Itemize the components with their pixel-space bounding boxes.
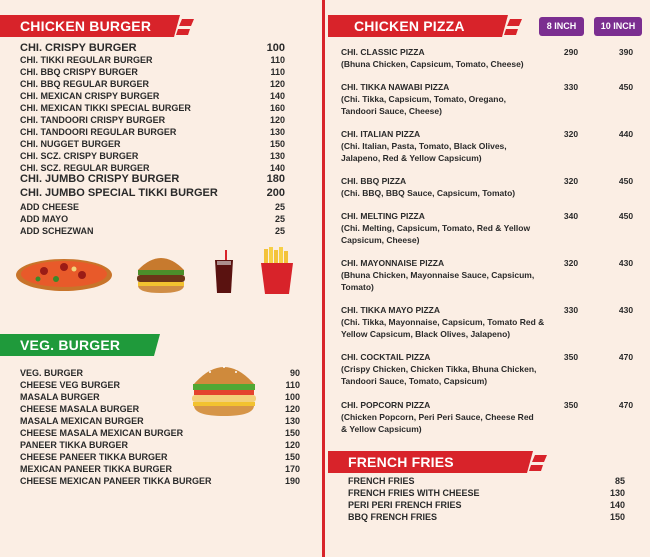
pizza-name: CHI. TIKKA MAYO PIZZA bbox=[341, 305, 441, 315]
item-price: 140 bbox=[269, 91, 285, 101]
pizza-item bbox=[341, 257, 641, 293]
item-name: ADD CHEESE bbox=[20, 202, 80, 212]
item-price: 150 bbox=[609, 512, 625, 522]
fries-image bbox=[258, 247, 296, 295]
item-name: CHI. TANDOORI REGULAR BURGER bbox=[20, 127, 177, 137]
price-8-inch: 320 bbox=[563, 129, 579, 139]
item-name: CHI. JUMBO CRISPY BURGER bbox=[20, 173, 180, 185]
price-8-inch: 320 bbox=[563, 258, 579, 268]
item-price: 110 bbox=[285, 380, 300, 390]
item-price: 120 bbox=[284, 404, 300, 414]
price-10-inch: 470 bbox=[618, 400, 634, 410]
price-8-inch: 350 bbox=[563, 352, 579, 362]
pizza-description: (Chi. Italian, Pasta, Tomato, Black Olives, Jalapeno, Red & Yellow Capsicum) bbox=[341, 141, 507, 163]
item-name: MEXICAN PANEER TIKKA BURGER bbox=[20, 464, 173, 474]
french-fries-header bbox=[328, 451, 513, 473]
menu-row bbox=[348, 500, 625, 512]
item-name: VEG. BURGER bbox=[20, 368, 84, 378]
pizza-name: CHI. ITALIAN PIZZA bbox=[341, 129, 421, 139]
pizza-item bbox=[341, 128, 641, 164]
item-name: CHI. BBQ CRISPY BURGER bbox=[20, 67, 138, 77]
pizza-description: (Chi. BBQ, BBQ Sauce, Capsicum, Tomato) bbox=[341, 188, 516, 198]
item-price: 25 bbox=[274, 226, 285, 236]
pizza-name: CHI. CLASSIC PIZZA bbox=[341, 47, 425, 57]
item-price: 170 bbox=[284, 464, 300, 474]
item-price: 100 bbox=[266, 42, 285, 54]
veg-burger-header bbox=[0, 334, 140, 356]
pizza-item bbox=[341, 81, 641, 117]
item-name: CHI. TIKKI REGULAR BURGER bbox=[20, 55, 153, 65]
item-name: PANEER TIKKA BURGER bbox=[20, 440, 129, 450]
price-8-inch: 320 bbox=[563, 176, 579, 186]
item-price: 120 bbox=[284, 440, 300, 450]
item-price: 180 bbox=[266, 173, 285, 185]
item-price: 25 bbox=[274, 214, 285, 224]
header-stripes bbox=[140, 334, 174, 356]
item-price: 110 bbox=[270, 55, 285, 65]
item-name: CHI. MEXICAN TIKKI SPECIAL BURGER bbox=[20, 103, 191, 113]
pizza-name: CHI. BBQ PIZZA bbox=[341, 176, 407, 186]
price-10-inch: 440 bbox=[618, 129, 634, 139]
price-10-inch: 470 bbox=[618, 352, 634, 362]
pizza-description: (Chi. Tikka, Capsicum, Tomato, Oregano, Tandoori Sauce, Cheese) bbox=[341, 94, 506, 116]
item-name: BBQ FRENCH FRIES bbox=[348, 512, 438, 522]
item-name: CHI. CRISPY BURGER bbox=[20, 42, 137, 54]
item-name: MASALA MEXICAN BURGER bbox=[20, 416, 144, 426]
burger-image bbox=[135, 252, 187, 294]
price-8-inch: 350 bbox=[563, 400, 579, 410]
item-price: 25 bbox=[274, 202, 285, 212]
column-divider bbox=[322, 0, 325, 557]
chicken-pizza-title: CHICKEN PIZZA bbox=[354, 18, 465, 34]
pizza-item bbox=[341, 46, 641, 70]
item-price: 110 bbox=[270, 67, 285, 77]
price-8-inch: 330 bbox=[563, 305, 579, 315]
item-price: 160 bbox=[269, 103, 285, 113]
item-price: 140 bbox=[269, 163, 285, 173]
price-10-inch: 430 bbox=[618, 258, 634, 268]
price-8-inch: 330 bbox=[563, 82, 579, 92]
price-10-inch: 390 bbox=[618, 47, 634, 57]
pizza-item bbox=[341, 304, 641, 340]
size-10-inch-badge: 10 INCH bbox=[594, 17, 642, 36]
pizza-item bbox=[341, 175, 641, 199]
menu-row bbox=[348, 512, 625, 524]
left-column bbox=[0, 0, 320, 557]
price-10-inch: 430 bbox=[618, 305, 634, 315]
pizza-item bbox=[341, 210, 641, 246]
item-name: PERI PERI FRENCH FRIES bbox=[348, 500, 462, 510]
veg-burger-image bbox=[190, 358, 258, 418]
pizza-item bbox=[341, 351, 641, 387]
header-stripes bbox=[160, 15, 194, 37]
menu-row bbox=[348, 476, 625, 488]
price-8-inch: 340 bbox=[563, 211, 579, 221]
item-name: CHI. NUGGET BURGER bbox=[20, 139, 121, 149]
item-name: CHI. SCZ. CRISPY BURGER bbox=[20, 151, 139, 161]
pizza-item bbox=[341, 399, 641, 435]
header-stripes bbox=[513, 451, 547, 473]
item-name: ADD SCHEZWAN bbox=[20, 226, 94, 236]
item-price: 190 bbox=[284, 476, 300, 486]
pizza-description: (Crispy Chicken, Chicken Tikka, Bhuna Chicken, Tandoori Sauce, Tomato, Capsicum) bbox=[341, 364, 537, 386]
pizza-description: (Bhuna Chicken, Mayonnaise Sauce, Capsicum, Tomato) bbox=[341, 270, 535, 292]
cola-glass-image bbox=[213, 250, 235, 294]
item-price: 130 bbox=[269, 127, 285, 137]
item-price: 150 bbox=[284, 452, 300, 462]
pizza-description: (Chicken Popcorn, Peri Peri Sauce, Cheese Red & Yellow Capsicum) bbox=[341, 412, 534, 434]
french-fries-title: FRENCH FRIES bbox=[348, 454, 454, 470]
item-name: FRENCH FRIES WITH CHEESE bbox=[348, 488, 480, 498]
item-name: FRENCH FRIES bbox=[348, 476, 415, 486]
chicken-burger-header bbox=[0, 15, 160, 37]
pizza-name: CHI. TIKKA NAWABI PIZZA bbox=[341, 82, 450, 92]
pizza-name: CHI. MELTING PIZZA bbox=[341, 211, 425, 221]
item-price: 120 bbox=[269, 115, 285, 125]
item-name: CHI. SCZ. REGULAR BURGER bbox=[20, 163, 150, 173]
item-price: 120 bbox=[269, 79, 285, 89]
item-name: MASALA BURGER bbox=[20, 392, 100, 402]
pizza-name: CHI. MAYONNAISE PIZZA bbox=[341, 258, 445, 268]
veg-burger-title: VEG. BURGER bbox=[20, 337, 121, 353]
size-8-inch-badge: 8 INCH bbox=[539, 17, 584, 36]
item-name: CHI. JUMBO SPECIAL TIKKI BURGER bbox=[20, 187, 218, 199]
item-name: CHI. MEXICAN CRISPY BURGER bbox=[20, 91, 160, 101]
price-8-inch: 290 bbox=[563, 47, 579, 57]
item-price: 130 bbox=[284, 416, 300, 426]
pizza-image bbox=[14, 253, 114, 293]
chicken-pizza-header bbox=[328, 15, 488, 37]
item-name: CHEESE PANEER TIKKA BURGER bbox=[20, 452, 168, 462]
item-name: CHI. TANDOORI CRISPY BURGER bbox=[20, 115, 166, 125]
item-price: 150 bbox=[284, 428, 300, 438]
item-price: 200 bbox=[266, 187, 285, 199]
item-name: ADD MAYO bbox=[20, 214, 69, 224]
item-price: 130 bbox=[269, 151, 285, 161]
pizza-name: CHI. POPCORN PIZZA bbox=[341, 400, 431, 410]
header-stripes bbox=[488, 15, 522, 37]
item-name: CHI. BBQ REGULAR BURGER bbox=[20, 79, 150, 89]
item-price: 140 bbox=[609, 500, 625, 510]
price-10-inch: 450 bbox=[618, 82, 634, 92]
item-name: CHEESE MEXICAN PANEER TIKKA BURGER bbox=[20, 476, 212, 486]
menu-row bbox=[348, 488, 625, 500]
item-price: 90 bbox=[289, 368, 300, 378]
item-price: 150 bbox=[269, 139, 285, 149]
chicken-burger-title: CHICKEN BURGER bbox=[20, 18, 152, 34]
item-price: 85 bbox=[614, 476, 625, 486]
item-price: 130 bbox=[609, 488, 625, 498]
right-column bbox=[328, 0, 650, 557]
price-10-inch: 450 bbox=[618, 211, 634, 221]
item-price: 100 bbox=[284, 392, 300, 402]
pizza-description: (Chi. Melting, Capsicum, Tomato, Red & Yellow Capsicum, Cheese) bbox=[341, 223, 531, 245]
item-name: CHEESE VEG BURGER bbox=[20, 380, 121, 390]
item-name: CHEESE MASALA BURGER bbox=[20, 404, 140, 414]
pizza-name: CHI. COCKTAIL PIZZA bbox=[341, 352, 431, 362]
price-10-inch: 450 bbox=[618, 176, 634, 186]
pizza-description: (Chi. Tikka, Mayonnaise, Capsicum, Tomato Red & Yellow Capsicum, Black Olives, Jalapeno) bbox=[341, 317, 545, 339]
item-name: CHEESE MASALA MEXICAN BURGER bbox=[20, 428, 184, 438]
pizza-description: (Bhuna Chicken, Capsicum, Tomato, Cheese) bbox=[341, 59, 524, 69]
